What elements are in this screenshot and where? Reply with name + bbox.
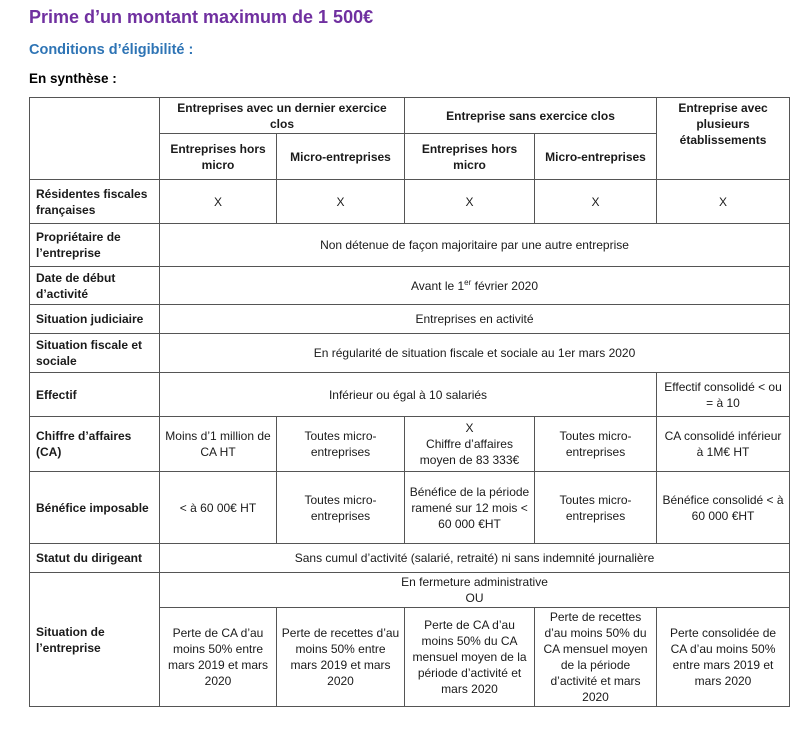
cell-effectif: Inférieur ou égal à 10 salariés	[160, 373, 657, 417]
row-label-statut: Statut du dirigeant	[30, 544, 160, 573]
header-hors-micro-2: Entreprises hors micro	[405, 134, 535, 180]
row-proprietaire	[30, 224, 790, 267]
cell-residentes-1: X	[160, 180, 277, 224]
cell-benefice-2: Toutes micro-entreprises	[277, 472, 405, 544]
row-fiscale	[30, 334, 790, 373]
row-statut	[30, 544, 790, 573]
row-label-residentes: Résidentes fiscales françaises	[30, 180, 160, 224]
date-debut-text-after: février 2020	[471, 278, 538, 293]
cell-date-debut	[160, 267, 790, 305]
date-debut-superscript: er	[464, 277, 472, 287]
cell-benefice-1: < à 60 00€ HT	[160, 472, 277, 544]
cell-situation-5: Perte consolidée de CA d’au moins 50% entre mars 2019 et mars 2020	[657, 608, 790, 707]
row-label-situation: Situation de l’entreprise	[30, 573, 160, 707]
row-label-ca: Chiffre d’affaires (CA)	[30, 417, 160, 472]
cell-ca-3-mark: X	[465, 421, 474, 435]
cell-effectif-multi: Effectif consolidé < ou = à 10	[657, 373, 790, 417]
cell-situation-4: Perte de recettes d’au moins 50% du CA mensuel moyen de la période d’activité et mars 2020	[535, 608, 657, 707]
cell-benefice-5: Bénéfice consolidé < à 60 000 €HT	[657, 472, 790, 544]
header-corner-cell	[30, 98, 160, 180]
row-date-debut	[30, 267, 790, 305]
situation-fermeture: En fermeture administrative	[401, 575, 548, 589]
cell-residentes-5: X	[657, 180, 790, 224]
header-hors-micro-1: Entreprises hors micro	[160, 134, 277, 180]
cell-proprietaire: Non détenue de façon majoritaire par une autre entreprise	[160, 224, 790, 267]
cell-situation-header	[160, 573, 790, 608]
cell-ca-1: Moins d’1 million de CA HT	[160, 417, 277, 472]
section-subtitle: Conditions d’éligibilité :	[29, 42, 194, 58]
cell-ca-3-text: Chiffre d’affaires moyen de 83 333€	[419, 437, 520, 467]
date-debut-text-before: Avant le 1	[411, 278, 465, 293]
summary-label: En synthèse :	[29, 71, 117, 86]
cell-situation-3: Perte de CA d’au moins 50% du CA mensuel moyen de la période d’activité et mars 2020	[405, 608, 535, 707]
row-label-fiscale: Situation fiscale et sociale	[30, 334, 160, 373]
cell-ca-5: CA consolidé inférieur à 1M€ HT	[657, 417, 790, 472]
row-label-proprietaire: Propriétaire de l’entreprise	[30, 224, 160, 267]
row-situation-top	[30, 573, 790, 608]
cell-ca-3	[405, 417, 535, 472]
cell-judiciaire: Entreprises en activité	[160, 305, 790, 334]
header-row-groups	[30, 98, 790, 134]
row-ca	[30, 417, 790, 472]
situation-ou: OU	[465, 591, 484, 605]
header-group-multi-sites: Entreprise avec plusieurs établissements	[657, 98, 790, 180]
row-label-benefice: Bénéfice imposable	[30, 472, 160, 544]
cell-benefice-3: Bénéfice de la période ramené sur 12 mois < 60 000 €HT	[405, 472, 535, 544]
row-label-judiciaire: Situation judiciaire	[30, 305, 160, 334]
cell-ca-2: Toutes micro-entreprises	[277, 417, 405, 472]
header-group-no-closed: Entreprise sans exercice clos	[405, 98, 657, 134]
row-judiciaire	[30, 305, 790, 334]
header-micro-2: Micro-entreprises	[535, 134, 657, 180]
cell-residentes-3: X	[405, 180, 535, 224]
cell-fiscale: En régularité de situation fiscale et sociale au 1er mars 2020	[160, 334, 790, 373]
header-group-last-closed: Entreprises avec un dernier exercice clos	[160, 98, 405, 134]
row-residentes	[30, 180, 790, 224]
cell-statut: Sans cumul d’activité (salarié, retraité) ni sans indemnité journalière	[160, 544, 790, 573]
cell-situation-2: Perte de recettes d’au moins 50% entre mars 2019 et mars 2020	[277, 608, 405, 707]
cell-residentes-4: X	[535, 180, 657, 224]
cell-benefice-4: Toutes micro-entreprises	[535, 472, 657, 544]
row-effectif	[30, 373, 790, 417]
eligibility-table	[29, 97, 790, 707]
row-label-date-debut: Date de début d’activité	[30, 267, 160, 305]
row-benefice	[30, 472, 790, 544]
page-title: Prime d’un montant maximum de 1 500€	[29, 7, 374, 27]
row-label-effectif: Effectif	[30, 373, 160, 417]
cell-residentes-2: X	[277, 180, 405, 224]
header-micro-1: Micro-entreprises	[277, 134, 405, 180]
cell-situation-1: Perte de CA d’au moins 50% entre mars 2019 et mars 2020	[160, 608, 277, 707]
cell-ca-4: Toutes micro-entreprises	[535, 417, 657, 472]
